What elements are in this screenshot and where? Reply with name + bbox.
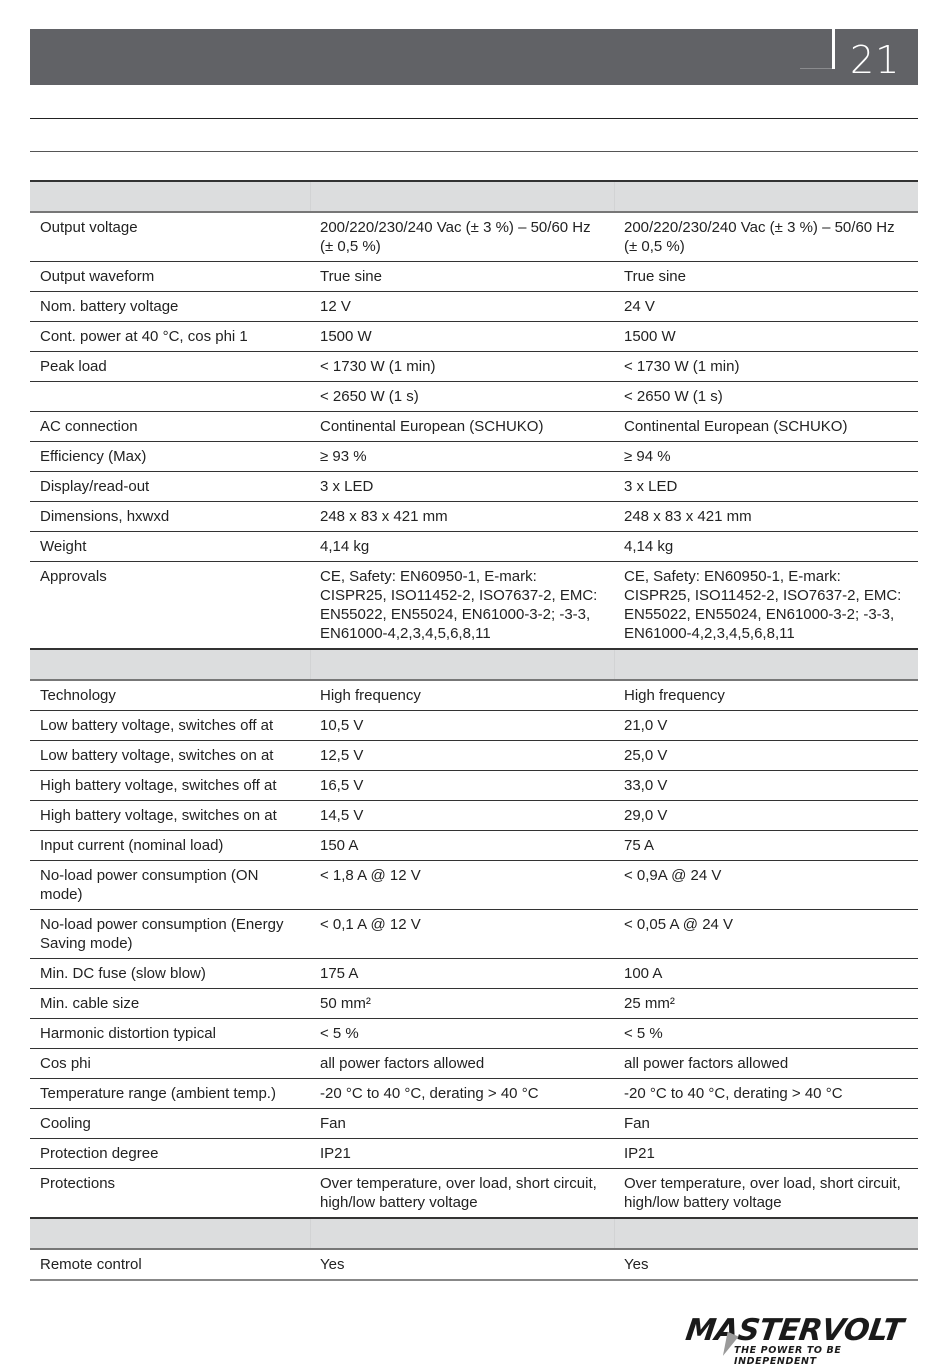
table-row — [30, 292, 918, 322]
table-row — [30, 831, 918, 861]
spec-value-12v: 10,5 V — [310, 711, 614, 741]
section-band-cell — [614, 1218, 918, 1249]
spec-label: Cont. power at 40 °C, cos phi 1 — [30, 322, 310, 352]
spec-value-24v: 21,0 V — [614, 711, 918, 741]
spec-value-12v: 14,5 V — [310, 801, 614, 831]
spec-label: Nom. battery voltage — [30, 292, 310, 322]
section-band — [30, 1218, 918, 1249]
spec-label: No-load power consumption (Energy Saving mode) — [30, 910, 310, 959]
table-row — [30, 680, 918, 711]
spec-label: Min. cable size — [30, 989, 310, 1019]
spec-value-24v: True sine — [614, 262, 918, 292]
title-rule — [30, 118, 918, 119]
spec-label: Temperature range (ambient temp.) — [30, 1079, 310, 1109]
table-row — [30, 959, 918, 989]
spec-value-24v: 25,0 V — [614, 741, 918, 771]
spec-label: Peak load — [30, 352, 310, 382]
spec-label: Efficiency (Max) — [30, 442, 310, 472]
spec-label: Low battery voltage, switches off at — [30, 711, 310, 741]
spec-label: Harmonic distortion typical — [30, 1019, 310, 1049]
section-band-cell — [30, 649, 310, 680]
table-row — [30, 352, 918, 382]
spec-value-24v: 3 x LED — [614, 472, 918, 502]
spec-value-12v: IP21 — [310, 1139, 614, 1169]
spec-label: Protection degree — [30, 1139, 310, 1169]
spec-value-24v: 1500 W — [614, 322, 918, 352]
spec-label: High battery voltage, switches on at — [30, 801, 310, 831]
spec-value-12v: 12 V — [310, 292, 614, 322]
spec-value-12v: 1500 W — [310, 322, 614, 352]
table-row — [30, 771, 918, 801]
page-number-divider — [832, 29, 835, 69]
section-band — [30, 649, 918, 680]
table-row — [30, 711, 918, 741]
spec-label: Display/read-out — [30, 472, 310, 502]
spec-value-12v: ≥ 93 % — [310, 442, 614, 472]
page-number: 21 — [850, 38, 901, 82]
spec-label: Remote control — [30, 1249, 310, 1280]
table-row — [30, 412, 918, 442]
spec-value-12v: 248 x 83 x 421 mm — [310, 502, 614, 532]
spec-value-24v: -20 °C to 40 °C, derating > 40 °C — [614, 1079, 918, 1109]
spec-value-24v: 100 A — [614, 959, 918, 989]
spec-label: AC connection — [30, 412, 310, 442]
spec-value-12v: Fan — [310, 1109, 614, 1139]
spec-label: Dimensions, hxwxd — [30, 502, 310, 532]
spec-value-24v: Over temperature, over load, short circuit, high/low battery voltage — [614, 1169, 918, 1219]
spec-value-12v: Yes — [310, 1249, 614, 1280]
table-row — [30, 989, 918, 1019]
spec-value-12v: < 1,8 A @ 12 V — [310, 861, 614, 910]
spec-value-12v: 150 A — [310, 831, 614, 861]
table-row — [30, 502, 918, 532]
spec-value-12v: CE, Safety: EN60950-1, E-mark: CISPR25, ISO11452-2, ISO7637-2, EMC: EN55022, EN55024, EN61000-3-2; -3-3, EN61000-4,2,3,4,5,6,8,11 — [310, 562, 614, 650]
table-row — [30, 861, 918, 910]
spec-label: Approvals — [30, 562, 310, 650]
table-row — [30, 1019, 918, 1049]
spec-value-24v: < 2650 W (1 s) — [614, 382, 918, 412]
logo-wordmark: MASTERVOLT — [683, 1313, 906, 1348]
spec-label: Min. DC fuse (slow blow) — [30, 959, 310, 989]
spec-value-24v: 24 V — [614, 292, 918, 322]
spec-label: High battery voltage, switches off at — [30, 771, 310, 801]
table-row — [30, 1049, 918, 1079]
subtitle-rule — [30, 151, 918, 152]
spec-value-24v: Continental European (SCHUKO) — [614, 412, 918, 442]
spec-value-24v: all power factors allowed — [614, 1049, 918, 1079]
table-row — [30, 741, 918, 771]
table-row — [30, 1079, 918, 1109]
spec-label: Output waveform — [30, 262, 310, 292]
table-row — [30, 1169, 918, 1219]
spec-value-12v: < 2650 W (1 s) — [310, 382, 614, 412]
spec-value-24v: 75 A — [614, 831, 918, 861]
table-row — [30, 562, 918, 650]
spec-value-24v: < 5 % — [614, 1019, 918, 1049]
specifications-table — [30, 180, 918, 1281]
table-row — [30, 1109, 918, 1139]
section-band-cell — [614, 649, 918, 680]
spec-value-24v: IP21 — [614, 1139, 918, 1169]
spec-value-12v: 50 mm² — [310, 989, 614, 1019]
spec-label: Cos phi — [30, 1049, 310, 1079]
section-band-cell — [30, 181, 310, 212]
spec-value-12v: 3 x LED — [310, 472, 614, 502]
spec-value-24v: Fan — [614, 1109, 918, 1139]
spec-value-24v: 25 mm² — [614, 989, 918, 1019]
section-band — [30, 181, 918, 212]
page-number-divider-line — [800, 68, 832, 69]
mastervolt-logo — [683, 1313, 918, 1367]
spec-label: Output voltage — [30, 212, 310, 262]
spec-value-12v: 16,5 V — [310, 771, 614, 801]
page-header-bar — [30, 29, 918, 85]
table-row — [30, 212, 918, 262]
spec-value-24v: 4,14 kg — [614, 532, 918, 562]
spec-value-12v: 175 A — [310, 959, 614, 989]
section-band-cell — [30, 1218, 310, 1249]
table-row — [30, 1139, 918, 1169]
spec-value-24v: < 0,9A @ 24 V — [614, 861, 918, 910]
table-row — [30, 382, 918, 412]
logo-tagline: THE POWER TO BE INDEPENDENT — [734, 1345, 842, 1367]
section-band-cell — [614, 181, 918, 212]
spec-value-24v: Yes — [614, 1249, 918, 1280]
spec-value-12v: < 1730 W (1 min) — [310, 352, 614, 382]
spec-value-12v: 200/220/230/240 Vac (± 3 %) – 50/60 Hz (± 0,5 %) — [310, 212, 614, 262]
spec-label: Low battery voltage, switches on at — [30, 741, 310, 771]
spec-label: No-load power consumption (ON mode) — [30, 861, 310, 910]
spec-value-24v: High frequency — [614, 680, 918, 711]
spec-value-12v: all power factors allowed — [310, 1049, 614, 1079]
spec-value-12v: -20 °C to 40 °C, derating > 40 °C — [310, 1079, 614, 1109]
table-row — [30, 442, 918, 472]
spec-value-24v: < 0,05 A @ 24 V — [614, 910, 918, 959]
spec-value-12v: Over temperature, over load, short circuit, high/low battery voltage — [310, 1169, 614, 1219]
spec-value-24v: CE, Safety: EN60950-1, E-mark: CISPR25, ISO11452-2, ISO7637-2, EMC: EN55022, EN55024, EN61000-3-2; -3-3, EN61000-4,2,3,4,5,6,8,11 — [614, 562, 918, 650]
section-band-cell — [310, 1218, 614, 1249]
spec-label: Cooling — [30, 1109, 310, 1139]
table-row — [30, 532, 918, 562]
spec-label: Input current (nominal load) — [30, 831, 310, 861]
section-band-cell — [310, 649, 614, 680]
table-row — [30, 910, 918, 959]
spec-value-12v: 4,14 kg — [310, 532, 614, 562]
spec-value-24v: 200/220/230/240 Vac (± 3 %) – 50/60 Hz (± 0,5 %) — [614, 212, 918, 262]
spec-value-24v: 33,0 V — [614, 771, 918, 801]
spec-value-12v: < 5 % — [310, 1019, 614, 1049]
spec-label — [30, 382, 310, 412]
spec-value-12v: 12,5 V — [310, 741, 614, 771]
spec-value-12v: True sine — [310, 262, 614, 292]
spec-value-24v: 29,0 V — [614, 801, 918, 831]
table-row — [30, 801, 918, 831]
spec-label: Protections — [30, 1169, 310, 1219]
spec-value-24v: ≥ 94 % — [614, 442, 918, 472]
table-row — [30, 322, 918, 352]
table-row — [30, 262, 918, 292]
spec-value-24v: < 1730 W (1 min) — [614, 352, 918, 382]
spec-label: Technology — [30, 680, 310, 711]
spec-label: Weight — [30, 532, 310, 562]
table-row — [30, 1249, 918, 1280]
spec-value-12v: Continental European (SCHUKO) — [310, 412, 614, 442]
spec-value-12v: High frequency — [310, 680, 614, 711]
spec-value-12v: < 0,1 A @ 12 V — [310, 910, 614, 959]
table-row — [30, 472, 918, 502]
section-band-cell — [310, 181, 614, 212]
spec-value-24v: 248 x 83 x 421 mm — [614, 502, 918, 532]
